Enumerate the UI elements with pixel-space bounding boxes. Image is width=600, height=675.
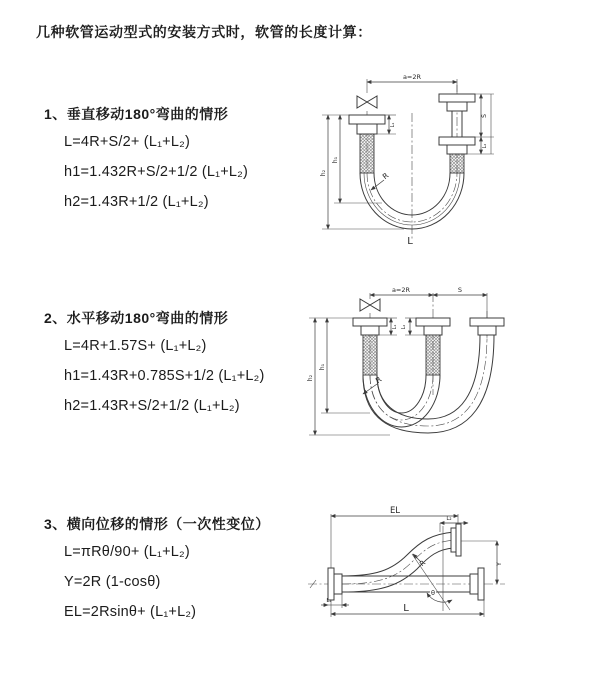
- section-3-formula-EL: EL=2Rsinθ+ (L₁+L₂): [64, 604, 197, 620]
- section-1-heading: 1、垂直移动180°弯曲的情形: [44, 106, 229, 122]
- section-2-formula-L: L=4R+1.57S+ (L₁+L₂): [64, 338, 207, 354]
- section-1-formula-h2: h2=1.43R+1/2 (L₁+L₂): [64, 194, 209, 210]
- dim-label-h1: h₁: [319, 363, 326, 371]
- dim-label-l2: L₂: [446, 516, 452, 522]
- valve-icon: [357, 96, 367, 108]
- dim-label-el: EL: [389, 506, 401, 516]
- section-1-formula-h1: h1=1.432R+S/2+1/2 (L₁+L₂): [64, 164, 249, 180]
- dim-label-h2: h₂: [320, 169, 327, 177]
- document-title: 几种软管运动型式的安装方式时，软管的长度计算：: [36, 24, 372, 40]
- valve-icon: [360, 299, 370, 311]
- section-3-heading: 3、横向位移的情形（一次性变位）: [44, 516, 270, 532]
- section-3-formula-Y: Y=2R (1-cosθ): [64, 574, 161, 590]
- diagram-1-linework: [322, 79, 494, 239]
- section-3-formula-L: L=πRθ/90+ (L₁+L₂): [64, 544, 190, 560]
- dim-label-a2r: a=2R: [391, 286, 411, 294]
- dim-label-l1: L₁: [326, 598, 332, 604]
- section-2-formula-h2: h2=1.43R+S/2+1/2 (L₁+L₂): [64, 398, 240, 414]
- section-2-heading: 2、水平移动180°弯曲的情形: [44, 310, 229, 326]
- dim-label-r: R: [373, 374, 384, 386]
- dim-label-a2r: a=2R: [402, 73, 422, 81]
- dim-label-l1: L₁: [390, 122, 396, 128]
- dim-label-l: L: [407, 236, 413, 247]
- dim-label-l2: L₂: [482, 143, 488, 149]
- diagram-3-linework: [308, 514, 505, 617]
- section-2-formula-h1: h1=1.43R+0.785S+1/2 (L₁+L₂): [64, 368, 265, 384]
- dim-label-theta: θ: [431, 589, 435, 597]
- dim-label-s: S: [457, 286, 463, 294]
- dim-label-r: R: [380, 170, 391, 182]
- dim-label-s: S: [481, 114, 488, 118]
- dim-label-h2: h₂: [307, 374, 314, 382]
- diagram-horizontal-180-bend: [300, 283, 595, 469]
- dim-label-l: L: [403, 603, 409, 614]
- diagram-vertical-180-bend: [310, 67, 590, 253]
- dim-label-r: R: [418, 558, 428, 569]
- dim-label-l2: L₂: [401, 324, 407, 330]
- dim-label-h1: h₁: [332, 156, 339, 164]
- diagram-lateral-displacement: [300, 498, 600, 658]
- section-1-formula-L: L=4R+S/2+ (L₁+L₂): [64, 134, 190, 150]
- dim-label-y: Y: [495, 562, 503, 566]
- dim-label-l1: L₁: [392, 324, 398, 330]
- diagram-2-linework: [309, 293, 504, 435]
